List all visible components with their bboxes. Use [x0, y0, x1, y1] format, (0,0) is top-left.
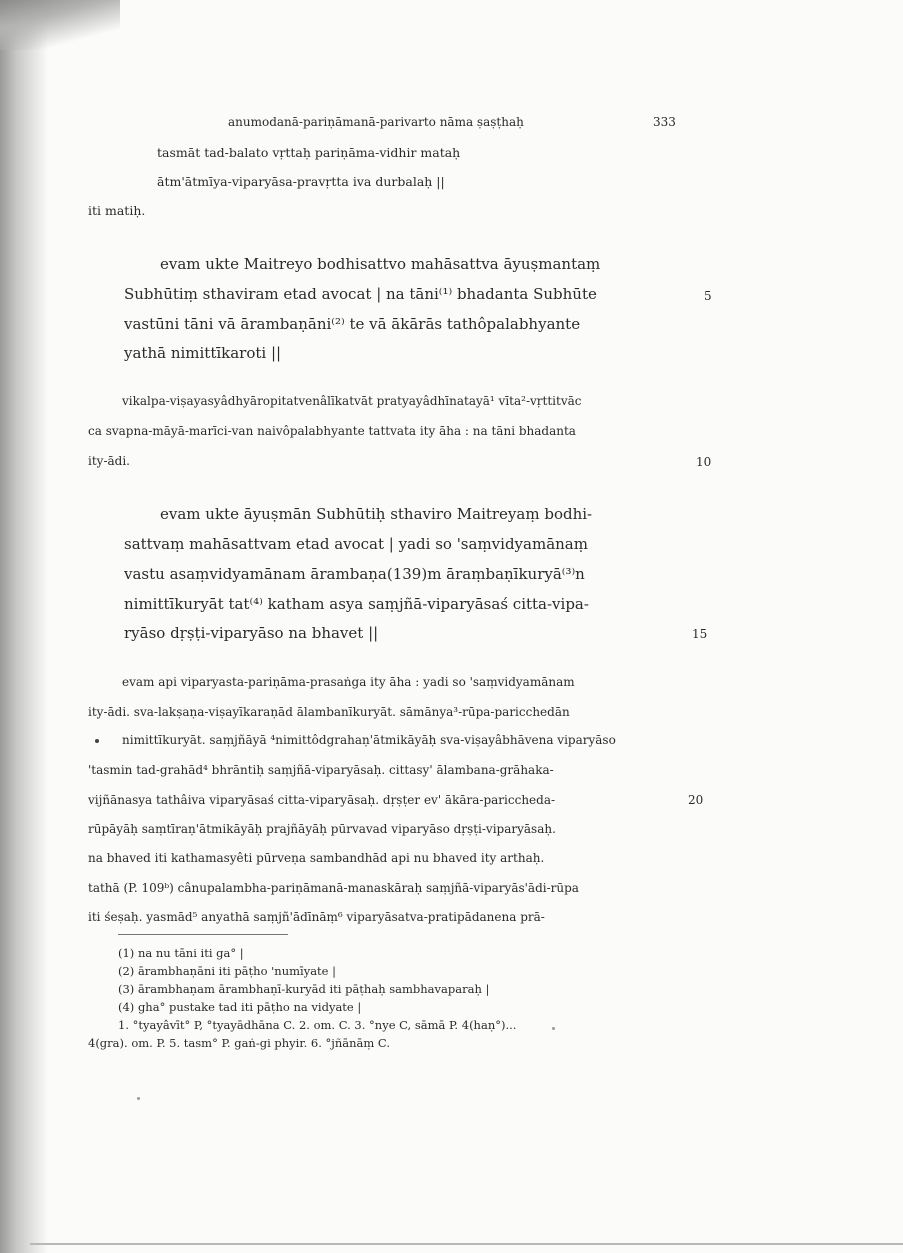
variant-readings: 4(gra). om. P. 5. tasm° P. gaṅ-gi phyir. 6. °jñānāṃ C.	[88, 1036, 390, 1050]
verse-line: tasmāt tad-balato vṛttaḥ pariṇāma-vidhir mataḥ	[157, 145, 461, 160]
passage-line: vastu asaṃvidyamānam ārambaṇa(139)m āraṃbaṇīkuryā⁽³⁾n	[124, 565, 585, 583]
passage-line: sattvaṃ mahāsattvam etad avocat | yadi so 'saṃvidyamānaṃ	[124, 535, 588, 553]
commentary-line: 'tasmin tad-grahād⁴ bhrāntiḥ saṃjñā-viparyāsaḥ. cittasy' ālambana-grāhaka-	[88, 763, 554, 777]
passage-line: Subhūtiṃ sthaviram etad avocat | na tāni⁽¹⁾ bhadanta Subhūte	[124, 285, 597, 303]
passage-line: nimittīkuryāt tat⁽⁴⁾ katham asya saṃjñā-viparyāsaś citta-vipa-	[124, 595, 589, 613]
page-number: 333	[653, 115, 676, 129]
passage-line: evam ukte āyuṣmān Subhūtiḥ sthaviro Maitreyaṃ bodhi-	[160, 505, 593, 523]
passage-line: ryāso dṛṣṭi-viparyāso na bhavet ||	[124, 624, 379, 642]
scan-edge-shadow	[0, 0, 48, 1253]
variant-readings: 1. °tyayâvīt° P, °tyayādhāna C. 2. om. C. 3. °nye C, sāmā P. 4(haṇ°)...	[118, 1018, 517, 1032]
line-number: 20	[688, 793, 704, 807]
passage-line: vastūni tāni vā ārambaṇāni⁽²⁾ te vā ākārās tathôpalabhyante	[124, 315, 581, 333]
scan-corner-shadow	[0, 0, 120, 50]
commentary-line: evam api viparyasta-pariṇāma-prasaṅga ity āha : yadi so 'saṃvidyamānam	[122, 675, 575, 689]
verse-closing: iti matiḥ.	[88, 203, 146, 218]
line-number: 15	[692, 627, 708, 641]
commentary-line: vikalpa-viṣayasyâdhyāropitatvenâlīkatvāt pratyayâdhīnatayā¹ vīta²-vṛttitvāc	[122, 394, 582, 408]
commentary-line: ity-ādi.	[88, 454, 130, 468]
footnote: (3) ārambhaṇam ārambhaṇī-kuryād iti pāṭhaḥ sambhavaparaḥ |	[118, 982, 490, 996]
line-number: 10	[696, 455, 712, 469]
commentary-line: iti śeṣaḥ. yasmād⁵ anyathā saṃjñ'ādīnāṃ⁶ viparyāsatva-pratipādanena prā-	[88, 910, 545, 924]
passage-line: evam ukte Maitreyo bodhisattvo mahāsattva āyuṣmantaṃ	[160, 255, 601, 273]
running-title: anumodanā-pariṇāmanā-parivarto nāma ṣaṣṭhaḥ	[228, 115, 524, 129]
commentary-line: ity-ādi. sva-lakṣaṇa-viṣayīkaraṇād ālambanīkuryāt. sāmānya³-rūpa-paricchedān	[88, 705, 570, 719]
footnote-rule	[118, 934, 288, 935]
line-number: 5	[704, 289, 712, 303]
commentary-line: nimittīkuryāt. saṃjñāyā ⁴nimittôdgrahaṇ'ātmikāyāḥ sva-viṣayâbhāvena viparyāso	[122, 733, 616, 747]
commentary-line: rūpāyāḥ saṃtīraṇ'ātmikāyāḥ prajñāyāḥ pūrvavad viparyāso dṛṣṭi-viparyāsaḥ.	[88, 822, 556, 836]
commentary-line: vijñānasya tathâiva viparyāsaś citta-viparyāsaḥ. dṛṣṭer ev' ākāra-pariccheda-	[88, 793, 556, 807]
scan-speck	[552, 1027, 555, 1030]
commentary-line: ca svapna-māyā-marīci-van naivôpalabhyante tattvata ity āha : na tāni bhadanta	[88, 424, 576, 438]
commentary-line: na bhaved iti kathamasyêti pūrveṇa sambandhād api nu bhaved ity arthaḥ.	[88, 851, 545, 865]
footnote: (1) na nu tāni iti ga° |	[118, 946, 244, 960]
bullet-mark	[95, 739, 99, 743]
scan-bottom-edge	[30, 1243, 903, 1245]
verse-line: ātm'ātmīya-viparyāsa-pravṛtta iva durbalaḥ ||	[157, 174, 445, 189]
footnote: (2) ārambhaṇāni iti pāṭho 'numīyate |	[118, 964, 337, 978]
passage-line: yathā nimittīkaroti ||	[124, 344, 282, 362]
scan-speck	[137, 1097, 140, 1100]
commentary-line: tathā (P. 109ᵇ) cânupalambha-pariṇāmanā-manaskāraḥ saṃjñā-viparyās'ādi-rūpa	[88, 881, 579, 895]
footnote: (4) gha° pustake tad iti pāṭho na vidyate |	[118, 1000, 362, 1014]
